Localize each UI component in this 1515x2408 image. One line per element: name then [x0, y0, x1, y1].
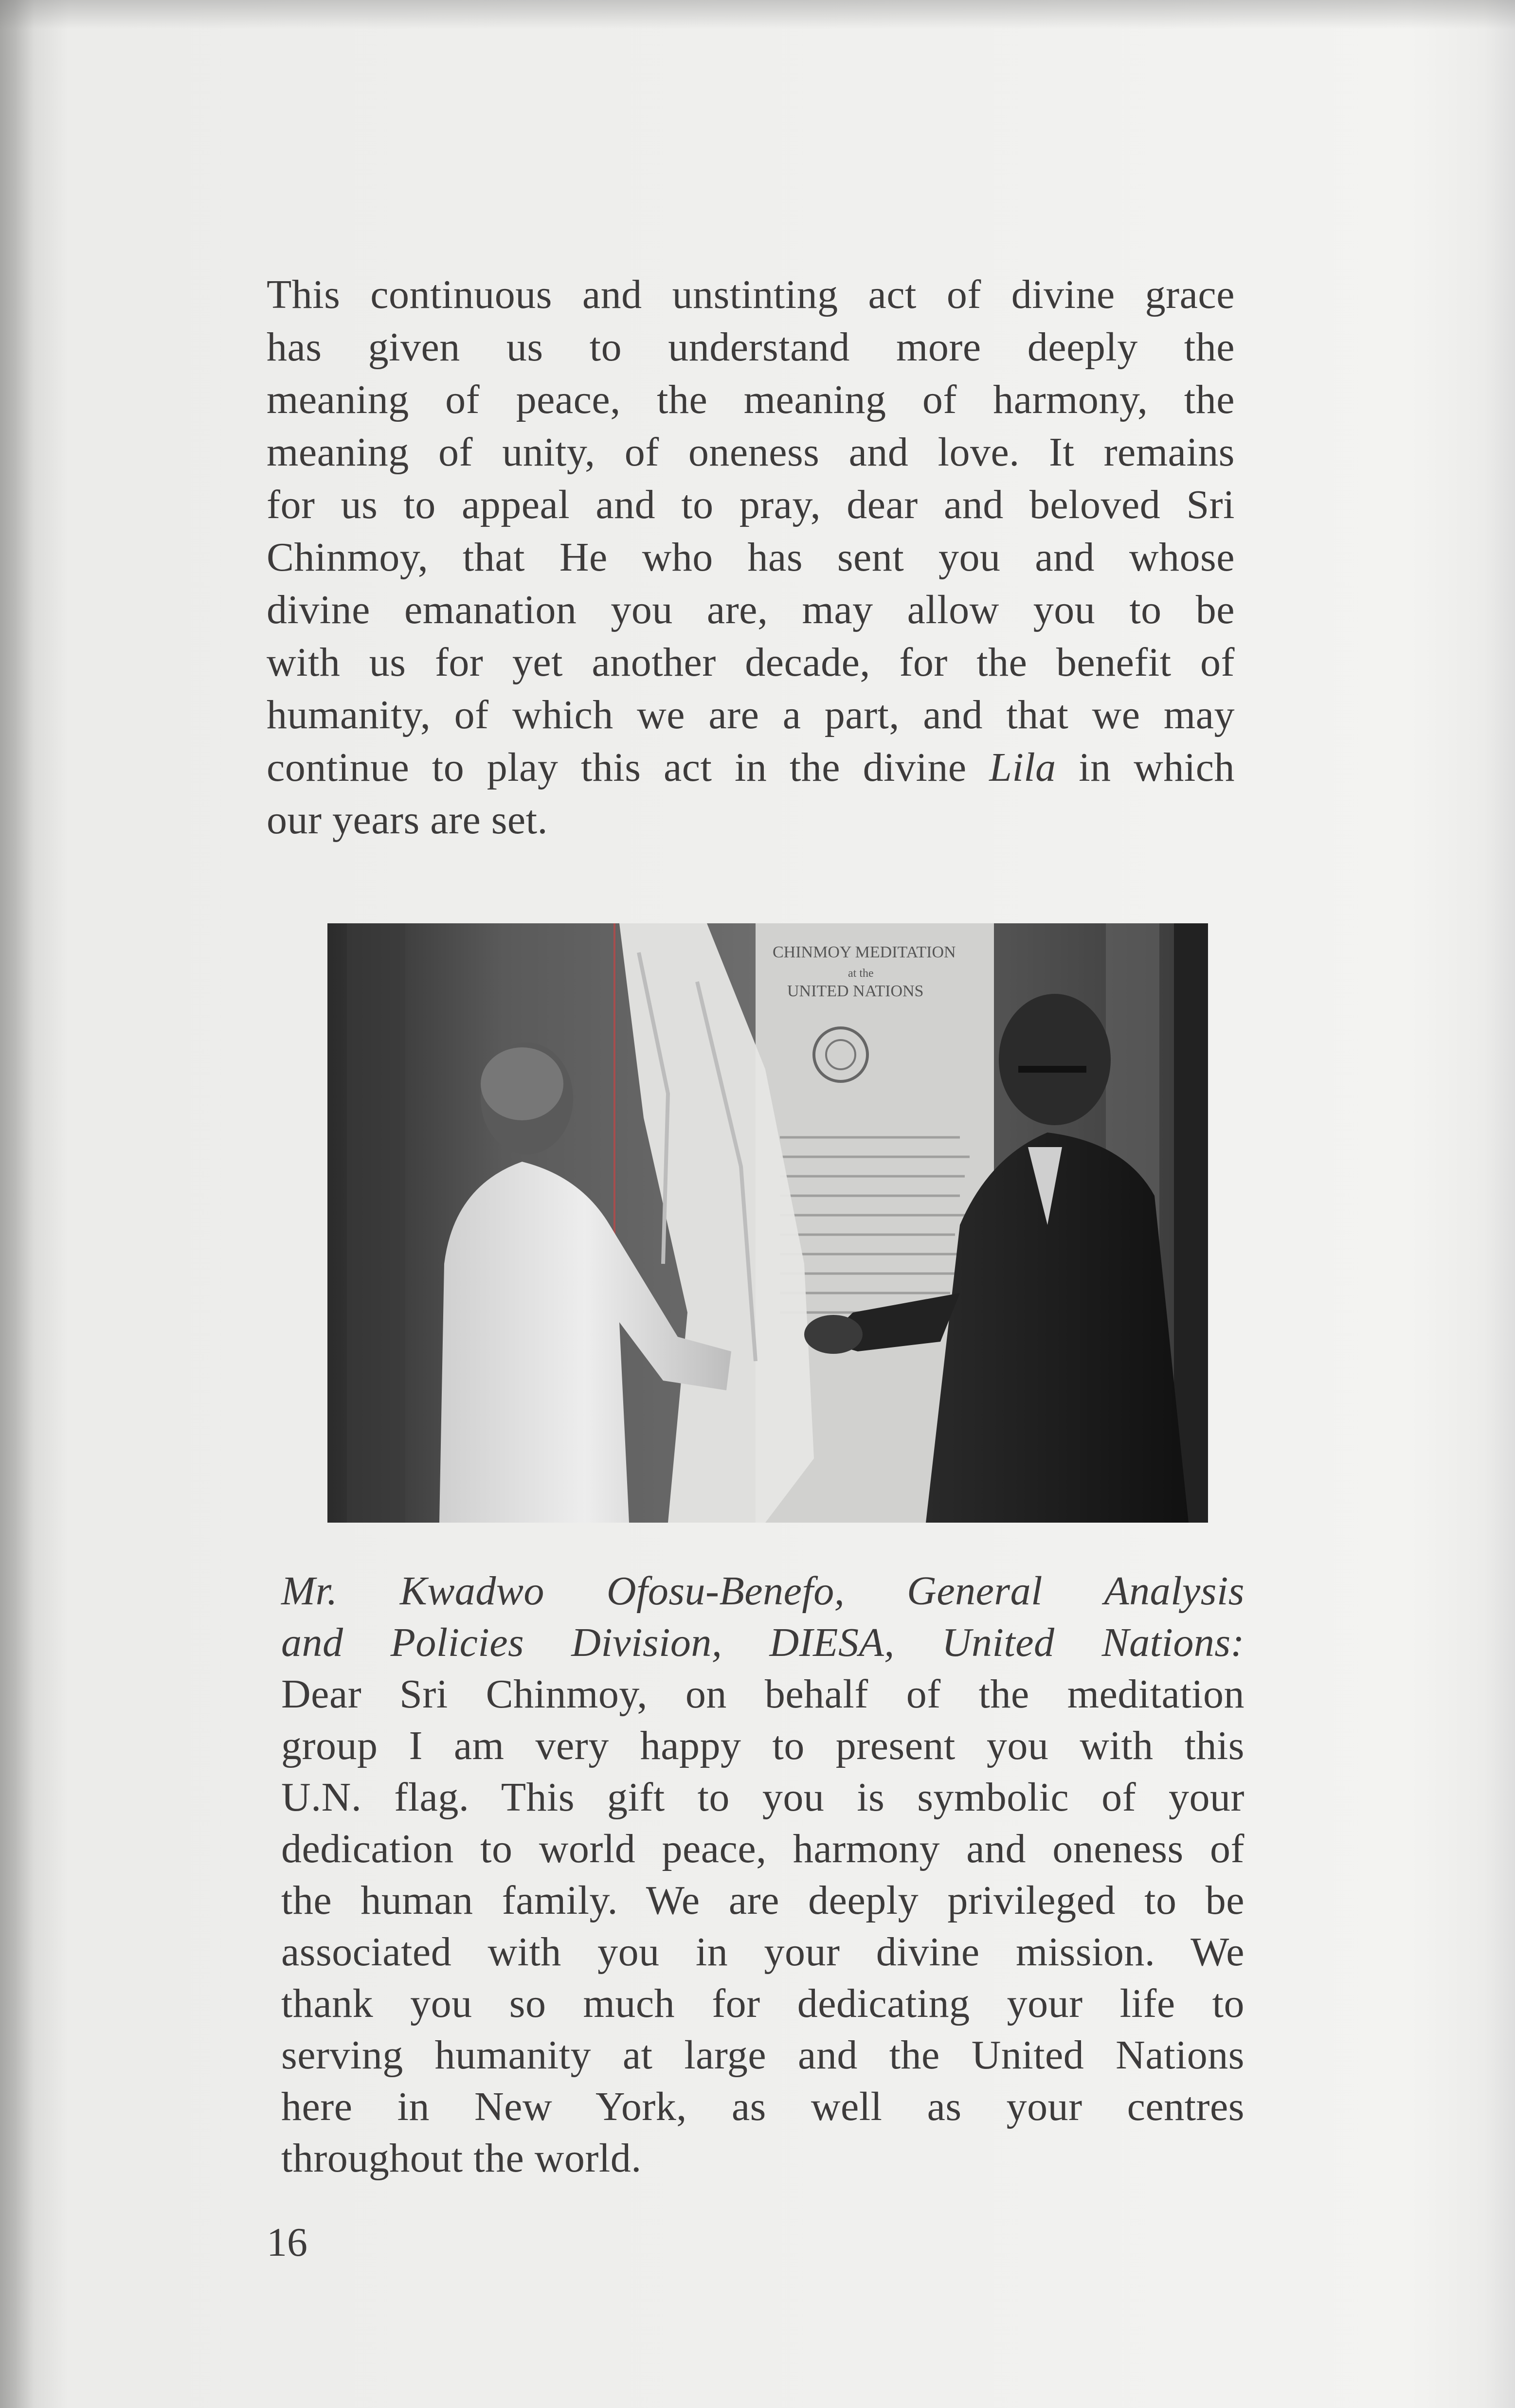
caption-speaker-line: and Policies Division, DIESA, United Nations: [281, 1620, 1244, 1665]
text-line: Dear Sri Chinmoy, on behalf of the meditation [281, 1671, 1244, 1717]
text-line: meaning of unity, of oneness and love. It remains [267, 430, 1235, 475]
text-line: divine emanation you are, may allow you to be [267, 587, 1235, 632]
text-line: for us to appeal and to pray, dear and beloved Sri [267, 482, 1235, 527]
banner-line: CHINMOY MEDITATION [773, 943, 956, 961]
text-line: Chinmoy, that He who has sent you and whose [267, 535, 1235, 580]
banner-line: UNITED NATIONS [787, 982, 924, 1000]
body-paragraph [267, 269, 1235, 846]
page-number: 16 [267, 2220, 307, 2265]
text-line: thank you so much for dedicating your life to [281, 1981, 1244, 2026]
text-line: humanity, of which we are a part, and that we may [267, 692, 1235, 737]
text-line: meaning of peace, the meaning of harmony, the [267, 377, 1235, 422]
text-line: with us for yet another decade, for the benefit of [267, 640, 1235, 685]
text-line: group I am very happy to present you with this [281, 1723, 1244, 1768]
text-line: our years are set. [267, 797, 548, 843]
banner-line: at the [848, 967, 874, 980]
text-line: dedication to world peace, harmony and oneness of [281, 1826, 1244, 1871]
text-line: U.N. flag. This gift to you is symbolic of your [281, 1775, 1244, 1820]
page-top-shadow [0, 0, 1515, 29]
text-line-with-italic [267, 741, 1235, 794]
text-line: the human family. We are deeply privileged to be [281, 1878, 1244, 1923]
text-line: This continuous and unstinting act of divine grace [267, 272, 1235, 317]
text-line: has given us to understand more deeply the [267, 324, 1235, 370]
text-line: here in New York, as well as your centres [281, 2084, 1244, 2129]
text-line: associated with you in your divine mission. We [281, 1929, 1244, 1975]
text-segment: in which [1056, 745, 1235, 790]
caption-speaker-line: Mr. Kwadwo Ofosu-Benefo, General Analysis [281, 1568, 1244, 1614]
photo-caption [281, 1565, 1244, 2184]
text-line: throughout the world. [281, 2136, 642, 2181]
photograph [327, 923, 1208, 1523]
text-segment: continue to play this act in the divine [267, 745, 990, 790]
italic-word-lila: Lila [989, 745, 1056, 790]
text-line: serving humanity at large and the United Nations [281, 2032, 1244, 2078]
